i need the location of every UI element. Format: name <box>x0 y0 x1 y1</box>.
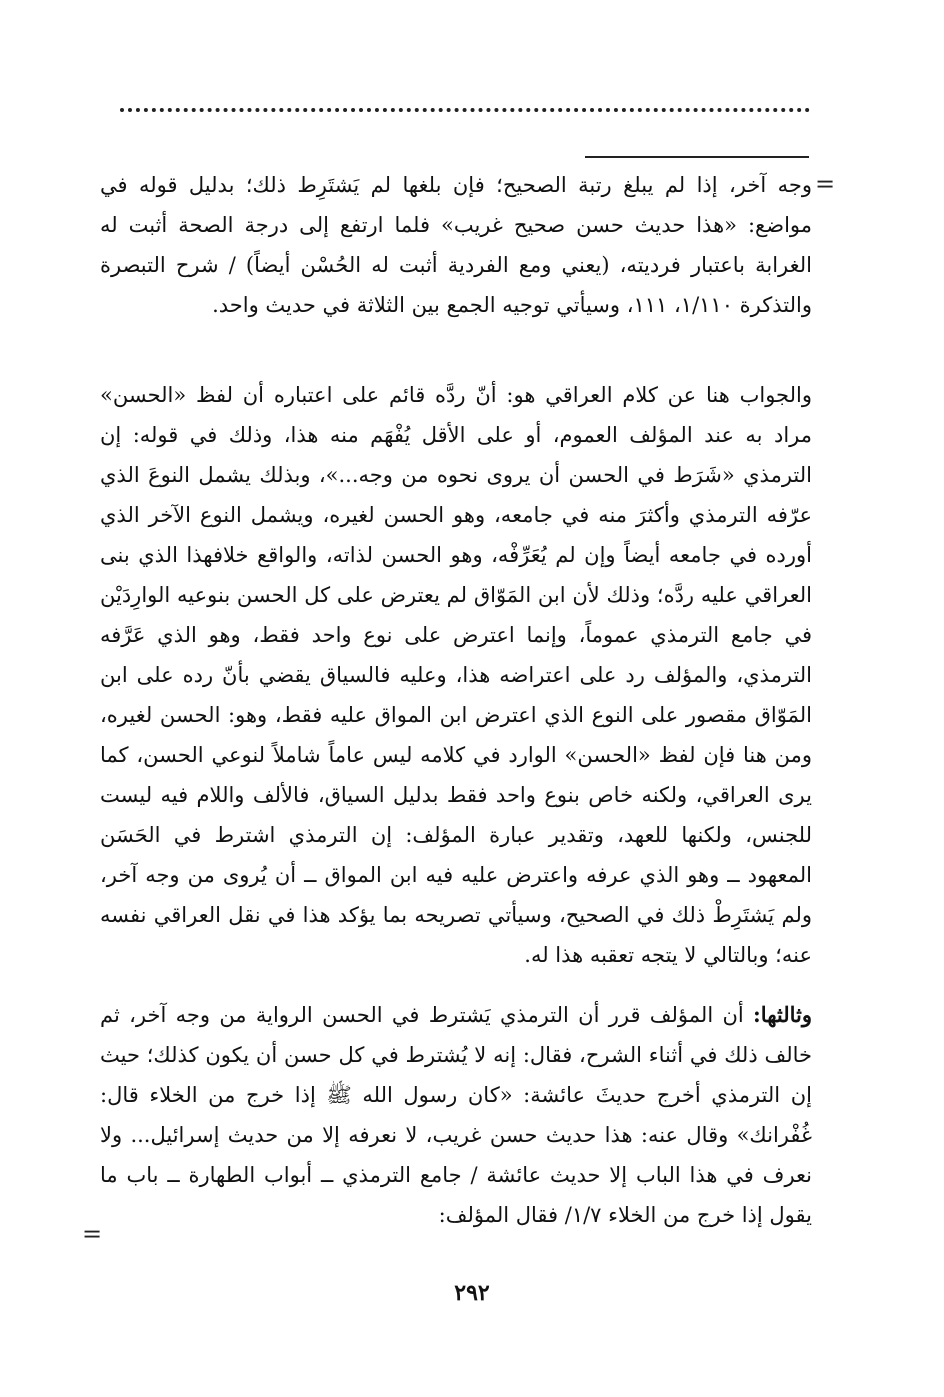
footnote-continued <box>100 165 812 325</box>
third-point-paragraph <box>100 995 812 1235</box>
continuation-mark: = <box>82 1220 103 1248</box>
footnote-text: وجه آخر، إذا لم يبلغ رتبة الصحيح؛ فإن بلغها لم يَشتَرِط ذلك؛ بدليل قوله في مواضع: «هذا حديث حسن صحيح غريب» فلما ارتفع إلى درجة الصحة أثبت له الغرابة باعتبار فرديته، (يعني ومع الفردية أثبت له الحُسْن أيضاً) / شرح التبصرة والتذكرة ١/١١٠، ١١١، وسيأتي توجيه الجمع بين الثلاثة في حديث واحد. <box>100 173 812 317</box>
footnote-continuation-mark: = <box>815 170 836 198</box>
third-point-text: أن المؤلف قرر أن الترمذي يَشترط في الحسن الرواية من وجه آخر، ثم خالف ذلك في أثناء الشرح، فقال: إنه لا يُشترط في كل حسن أن يكون كذلك؛ حيث إن الترمذي أخرج حديثَ عائشة: «كان رسول الله ﷺ إذا خرج من الخلاء قال: غُفْرانك» وقال عنه: هذا حديث حسن غريب، لا نعرفه إلا من حديث إسرائيل... ولا نعرف في هذا الباب إلا حديث عائشة / جامع الترمذي ــ أبواب الطهارة ــ باب ما يقول إذا خرج من الخلاء ١/٧/ فقال المؤلف: <box>100 1003 812 1227</box>
third-point-body <box>100 995 812 1235</box>
answer-text: والجواب هنا عن كلام العراقي هو: أنّ ردَّه قائم على اعتباره أن لفظ «الحسن» مراد به عند المؤلف العموم، أو على الأقل يُفْهَم منه هذا، وذلك في قوله: إن الترمذي «شَرَط في الحسن أن يروى نحوه من وجه...»، وبذلك يشمل النوعَ الذي عرّفه الترمذي وأكثرَ منه في جامعه، وهو الحسن لغيره، ويشمل النوع الآخر الذي أورده في جامعه أيضاً وإن لم يُعَرِّفْه، وهو الحسن لذاته، والواقع خلافهذا الذي بنى العراقي عليه ردَّه؛ وذلك لأن ابن المَوّاق لم يعترض على كل الحسن بنوعيه الوارِدَيْن في جامع الترمذي عموماً، وإنما اعترض على نوع واحد فقط، وهو الذي عَرَّفه الترمذي، والمؤلف رد على اعتراضه هذا، وعليه فالسياق يقضي بأنّ رده على ابن المَوّاق مقصور على النوع الذي اعترض ابن المواق عليه فقط، وهو: الحسن لغيره، ومن هنا فإن لفظ «الحسن» الوارد في كلامه ليس عاماً شاملاً لنوعي الحسن، كما يرى العراقي، ولكنه خاص بنوع واحد فقط بدليل السياق، فالألف واللام فيه ليست للجنس، ولكنها للعهد، وتقدير عبارة المؤلف: إن الترمذي اشترط في الحَسَن المعهود ــ وهو الذي عرفه واعترض عليه فيه ابن المواق ــ أن يُروى من وجه آخر، ولم يَشتَرِطْ ذلك في الصحيح، وسيأتي تصريحه بما يؤكد هذا في نقل العراقي نفسه عنه؛ وبالتالي لا يتجه تعقبه هذا له. <box>100 383 813 967</box>
page-number: ٢٩٢ <box>454 1280 490 1306</box>
dotted-separator <box>120 108 810 112</box>
footnote-rule <box>585 156 809 158</box>
answer-paragraph <box>100 375 812 975</box>
third-point-heading: وثالثها: <box>753 1002 812 1027</box>
